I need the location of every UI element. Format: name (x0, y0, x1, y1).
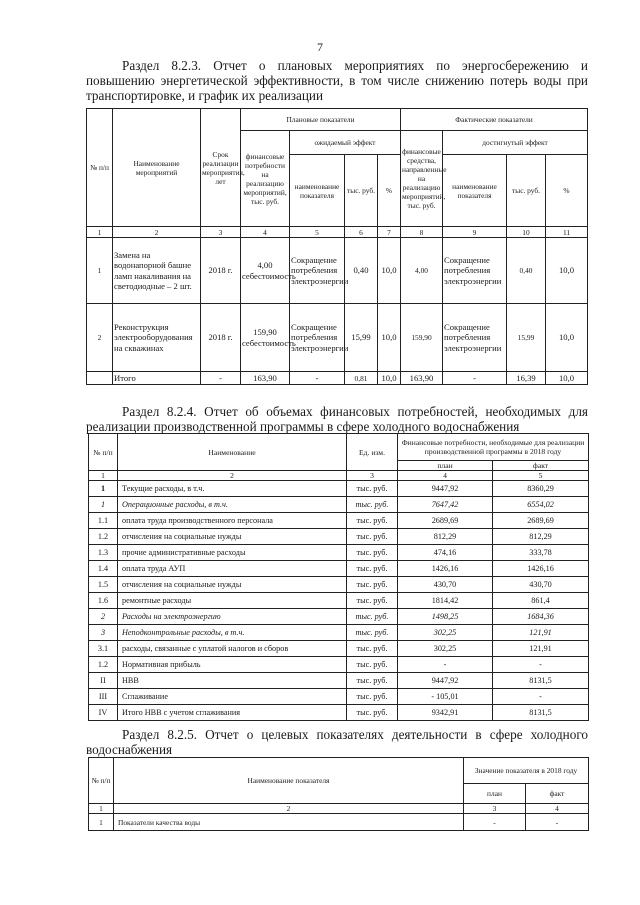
row-plan: - 105,01 (398, 689, 493, 705)
row-fact: 8360,29 (493, 481, 589, 497)
row-ach-name: Сокращение потребления электроэнергии (443, 238, 507, 304)
row-fact: 2689,69 (493, 513, 589, 529)
row-plan: 430,70 (398, 577, 493, 593)
col-number: 2 (114, 804, 464, 814)
col-number: 10 (507, 227, 546, 238)
row-num: 1.4 (89, 561, 118, 577)
col-number: 2 (118, 471, 347, 481)
col-number: 1 (87, 227, 113, 238)
total-term: - (201, 372, 241, 385)
table-row (89, 545, 589, 561)
fact-header: факт (493, 461, 589, 471)
row-ach-pct: 10,0 (546, 304, 588, 372)
row-fact: 333,78 (493, 545, 589, 561)
col-number: 5 (493, 471, 589, 481)
table-row (89, 513, 589, 529)
row-name: Итого НВВ с учетом сглаживания (118, 705, 347, 721)
col-number: 3 (201, 227, 241, 238)
col-name-header: Наименование показателя (114, 758, 464, 804)
table-row (89, 705, 589, 721)
achieved-effect-header: достигнутый эффект (443, 131, 588, 155)
row-unit: тыс. руб. (347, 609, 398, 625)
row-num: 1.2 (89, 529, 118, 545)
table-row (89, 561, 589, 577)
row-plan: 302,25 (398, 625, 493, 641)
exp-thous-header: тыс. руб. (345, 155, 378, 227)
row-ach-pct: 10,0 (546, 238, 588, 304)
table-row (89, 673, 589, 689)
row-exp-thous: 15,99 (345, 304, 378, 372)
row-plan: - (398, 657, 493, 673)
row-exp-name: Сокращение потребления электроэнергии (290, 304, 345, 372)
row-fact: 1684,36 (493, 609, 589, 625)
row-ach-name: Сокращение потребления электроэнергии (443, 304, 507, 372)
col-number: 9 (443, 227, 507, 238)
row-fact: 6554,02 (493, 497, 589, 513)
col-num-header: № п/п (87, 109, 113, 227)
row-name: оплата труда производственного персонала (118, 513, 347, 529)
ach-name-header: наименование показателя (443, 155, 507, 227)
table-row (89, 593, 589, 609)
row-unit: тыс. руб. (347, 497, 398, 513)
row-plan-fin: 159,90 себестоимость (241, 304, 290, 372)
target-indicators-table (88, 757, 589, 831)
row-name: ремонтные расходы (118, 593, 347, 609)
value-header: Значение показателя в 2018 году (464, 758, 589, 784)
total-ach-thous: 16,39 (507, 372, 546, 385)
row-unit: тыс. руб. (347, 705, 398, 721)
total-exp-thous: 0,81 (345, 372, 378, 385)
row-num: 1 (87, 238, 113, 304)
row-plan: 9447,92 (398, 673, 493, 689)
row-num: 3 (89, 625, 118, 641)
col-number: 8 (401, 227, 443, 238)
row-fact: 121,91 (493, 641, 589, 657)
row-plan: 1426,16 (398, 561, 493, 577)
row-exp-name: Сокращение потребления электроэнергии (290, 238, 345, 304)
table-row (89, 481, 589, 497)
plan-header: план (398, 461, 493, 471)
row-fact: - (493, 689, 589, 705)
section-825-title: Раздел 8.2.5. Отчет о целевых показателях деятельности в сфере холодного водоснабжения (86, 727, 588, 757)
total-ach-name: - (443, 372, 507, 385)
table-row (89, 529, 589, 545)
row-unit: тыс. руб. (347, 577, 398, 593)
row-unit: тыс. руб. (347, 641, 398, 657)
col-name-header: Наименование мероприятий (113, 109, 201, 227)
row-plan: 9447,92 (398, 481, 493, 497)
total-exp-pct: 10,0 (378, 372, 401, 385)
row-name: расходы, связанные с уплатой налогов и сборов (118, 641, 347, 657)
table-row (87, 238, 588, 304)
row-plan: 7647,42 (398, 497, 493, 513)
row-fact: 121,91 (493, 625, 589, 641)
row-name: Текущие расходы, в т.ч. (118, 481, 347, 497)
row-plan: 812,29 (398, 529, 493, 545)
row-num: 2 (89, 609, 118, 625)
row-unit: тыс. руб. (347, 529, 398, 545)
row-fact-fin: 159,90 (401, 304, 443, 372)
plan-fin-header: финансовые потребности на реализацию мероприятий, тыс. руб. (241, 131, 290, 227)
ach-pct-header: % (546, 155, 588, 227)
row-unit: тыс. руб. (347, 657, 398, 673)
page-number: 7 (317, 40, 323, 54)
col-number: 7 (378, 227, 401, 238)
row-fact: - (493, 657, 589, 673)
row-fact: 8131,5 (493, 673, 589, 689)
total-exp-name: - (290, 372, 345, 385)
col-number: 6 (345, 227, 378, 238)
fact-header: факт (526, 784, 589, 804)
row-term: 2018 г. (201, 304, 241, 372)
total-fact-fin: 163,90 (401, 372, 443, 385)
col-number: 3 (464, 804, 526, 814)
row-name: прочие административные расходы (118, 545, 347, 561)
table-row (87, 304, 588, 372)
col-number: 5 (290, 227, 345, 238)
row-name: оплата труда АУП (118, 561, 347, 577)
row-num: IV (89, 705, 118, 721)
total-label: Итого (113, 372, 201, 385)
row-unit: тыс. руб. (347, 593, 398, 609)
row-fact: 861,4 (493, 593, 589, 609)
row-name: НВВ (118, 673, 347, 689)
actual-group-header: Фактические показатели (401, 109, 588, 131)
row-num: 3.1 (89, 641, 118, 657)
col-number: 3 (347, 471, 398, 481)
row-name: отчисления на социальные нужды (118, 529, 347, 545)
table-row (89, 577, 589, 593)
total-row (87, 372, 588, 385)
row-num: 1.5 (89, 577, 118, 593)
table-row (89, 689, 589, 705)
row-num: 1 (89, 481, 118, 497)
row-unit: тыс. руб. (347, 673, 398, 689)
row-term: 2018 г. (201, 238, 241, 304)
energy-saving-table (86, 108, 588, 385)
row-name: Показатели качества воды (114, 814, 464, 831)
row-unit: тыс. руб. (347, 545, 398, 561)
table-row (89, 814, 589, 831)
col-number: 4 (398, 471, 493, 481)
row-name: отчисления на социальные нужды (118, 577, 347, 593)
col-num-header: № п/п (89, 434, 118, 471)
row-name: Неподконтрольные расходы, в т.ч. (118, 625, 347, 641)
row-unit: тыс. руб. (347, 481, 398, 497)
table-row (89, 641, 589, 657)
row-name: Операционные расходы, в т.ч. (118, 497, 347, 513)
row-num: 1 (89, 497, 118, 513)
total-plan-fin: 163,90 (241, 372, 290, 385)
col-term-header: Срок реализации мероприятия, лет (201, 109, 241, 227)
col-number: 4 (526, 804, 589, 814)
row-num: 2 (87, 304, 113, 372)
row-ach-thous: 15,99 (507, 304, 546, 372)
row-exp-pct: 10,0 (378, 304, 401, 372)
row-fact: 430,70 (493, 577, 589, 593)
row-num: 1.6 (89, 593, 118, 609)
planned-group-header: Плановые показатели (241, 109, 401, 131)
fin-needs-header: Финансовые потребности, необходимые для реализации производственной программы в 2018 году (398, 434, 589, 461)
row-name: Замена на водонапорной башне ламп накаливания на светодиодные – 2 шт. (113, 238, 201, 304)
section-824-title: Раздел 8.2.4. Отчет об объемах финансовых потребностей, необходимых для реализации производственной программы в сфере холодного водоснабжения (86, 404, 588, 434)
row-plan: - (464, 814, 526, 831)
row-plan: 302,25 (398, 641, 493, 657)
col-number: 1 (89, 804, 114, 814)
row-plan: 1498,25 (398, 609, 493, 625)
row-fact: - (526, 814, 589, 831)
col-unit-header: Ед. изм. (347, 434, 398, 471)
row-fact: 1426,16 (493, 561, 589, 577)
table-row (89, 609, 589, 625)
fact-fin-header: финансовые средства, направленные на реализацию мероприятий, тыс. руб. (401, 131, 443, 227)
section-823-title: Раздел 8.2.3. Отчет о плановых мероприятиях по энергосбережению и повышению энергетической эффективности, в том числе снижению потерь воды при транспортировке, и график их реализации (86, 58, 588, 103)
row-unit: тыс. руб. (347, 625, 398, 641)
row-unit: тыс. руб. (347, 513, 398, 529)
expected-effect-header: ожидаемый эффект (290, 131, 401, 155)
row-num: 1.2 (89, 657, 118, 673)
row-num: 1.3 (89, 545, 118, 561)
table-row (89, 625, 589, 641)
row-plan: 2689,69 (398, 513, 493, 529)
ach-thous-header: тыс. руб. (507, 155, 546, 227)
row-fact-fin: 4,00 (401, 238, 443, 304)
col-name-header: Наименование (118, 434, 347, 471)
plan-header: план (464, 784, 526, 804)
row-unit: тыс. руб. (347, 561, 398, 577)
financial-needs-table (88, 433, 589, 721)
row-fact: 8131,5 (493, 705, 589, 721)
table-row (89, 497, 589, 513)
col-num-header: № п/п (89, 758, 114, 804)
col-number: 11 (546, 227, 588, 238)
total-ach-pct: 10,0 (546, 372, 588, 385)
row-name: Расходы на электроэнергию (118, 609, 347, 625)
row-plan: 1814,42 (398, 593, 493, 609)
row-num: II (89, 673, 118, 689)
row-name: Нормативная прибыль (118, 657, 347, 673)
row-exp-pct: 10,0 (378, 238, 401, 304)
col-number: 2 (113, 227, 201, 238)
row-exp-thous: 0,40 (345, 238, 378, 304)
row-num: 1.1 (89, 513, 118, 529)
row-name: Сглаживание (118, 689, 347, 705)
row-name: Реконструкция электрооборудования на скважинах (113, 304, 201, 372)
row-ach-thous: 0,40 (507, 238, 546, 304)
row-num: 1 (89, 814, 114, 831)
row-fact: 812,29 (493, 529, 589, 545)
table-row (89, 657, 589, 673)
col-number: 1 (89, 471, 118, 481)
exp-name-header: наименование показателя (290, 155, 345, 227)
row-plan-fin: 4,00 себестоимость (241, 238, 290, 304)
row-num: III (89, 689, 118, 705)
exp-pct-header: % (378, 155, 401, 227)
row-plan: 474,16 (398, 545, 493, 561)
row-unit: тыс. руб. (347, 689, 398, 705)
col-number: 4 (241, 227, 290, 238)
row-plan: 9342,91 (398, 705, 493, 721)
